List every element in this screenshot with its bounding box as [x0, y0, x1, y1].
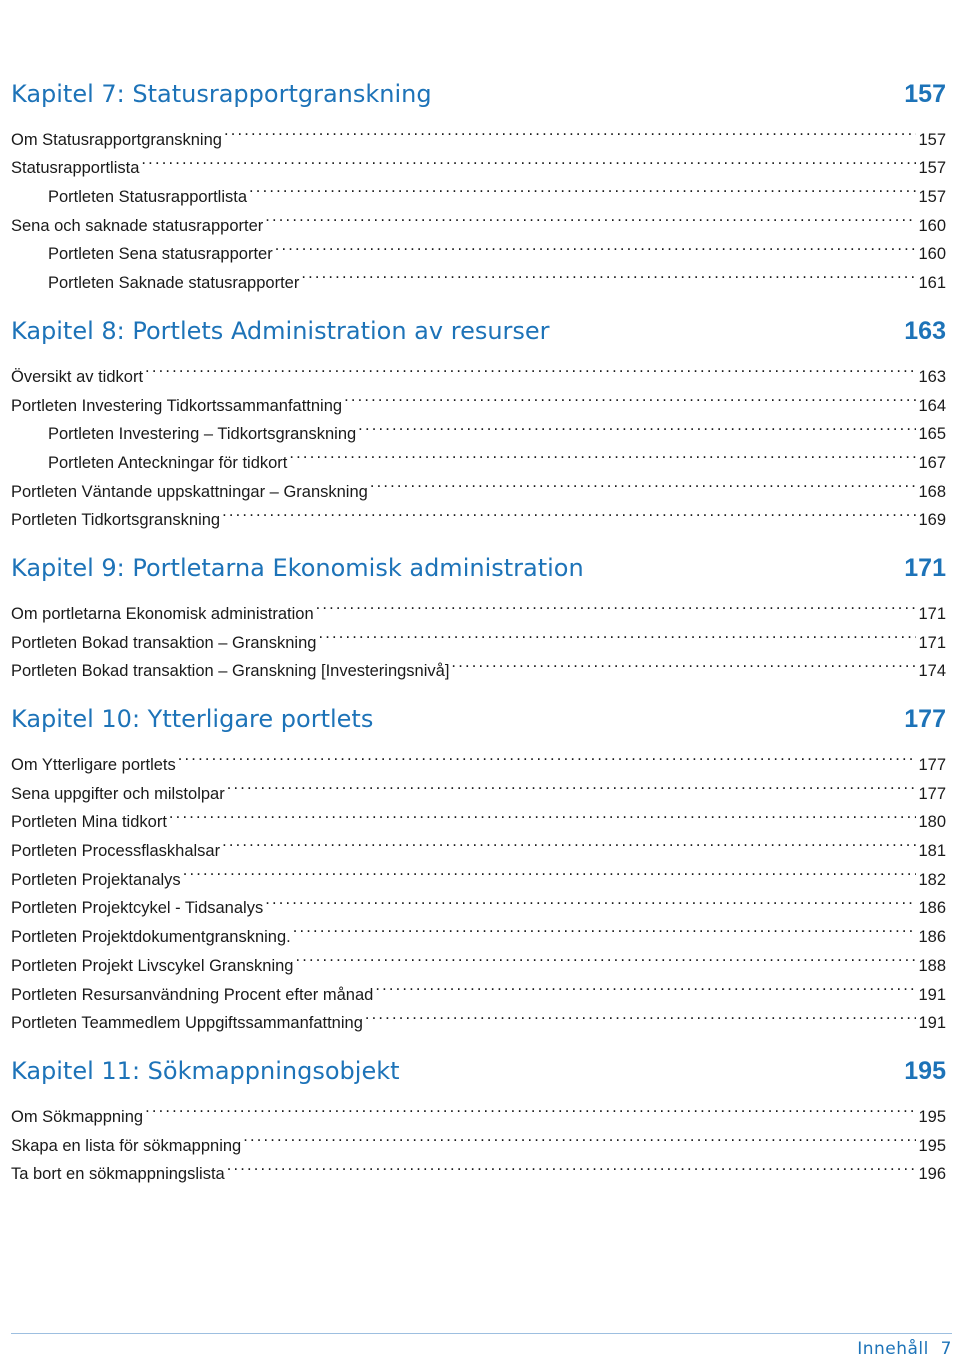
dot-leader	[316, 590, 917, 619]
toc-entry-page-number: 188	[918, 956, 946, 975]
toc-entry-page-number: 177	[918, 756, 946, 774]
dot-leader	[289, 439, 916, 468]
dot-leader	[265, 885, 916, 914]
toc-entry[interactable]	[11, 741, 946, 774]
chapter-title: Kapitel 11: Sökmappningsobjekt	[11, 1057, 400, 1086]
toc-entry-label: Portleten Mina tidkort	[11, 813, 167, 832]
toc-entry-label: Portleten Processflaskhalsar	[11, 842, 221, 861]
toc-entry-page-number: 191	[918, 985, 946, 1004]
footer-label: Innehåll	[857, 1339, 929, 1359]
chapter-page-number: 171	[904, 554, 946, 583]
chapter-page-number: 157	[904, 80, 946, 108]
dot-leader	[451, 648, 916, 677]
toc-entry-page-number: 169	[918, 511, 946, 530]
dot-leader	[222, 497, 916, 526]
toc-entry[interactable]	[11, 145, 946, 178]
toc-entry-label: Portleten Projektcykel - Tidsanalys	[11, 899, 264, 918]
dot-leader	[243, 1122, 916, 1151]
toc-entry-page-number: 165	[918, 425, 946, 444]
toc-entry-page-number: 171	[918, 633, 946, 652]
chapter-page-number: 195	[904, 1057, 946, 1086]
page-footer	[11, 1333, 952, 1359]
chapter-heading[interactable]	[11, 1053, 946, 1089]
toc-entry-page-number: 191	[918, 1014, 946, 1033]
toc-entry-page-number: 160	[918, 245, 946, 264]
dot-leader	[145, 1093, 916, 1122]
toc-entry-label: Portleten Väntande uppskattningar – Granskning	[11, 482, 368, 501]
toc-entry-label: Om portletarna Ekonomisk administration	[11, 604, 314, 623]
toc-entry-page-number: 157	[918, 159, 946, 178]
toc-entry-page-number: 164	[918, 396, 946, 415]
dot-leader	[275, 231, 917, 260]
toc-entry-page-number: 157	[918, 130, 946, 149]
toc-entry-page-number: 171	[918, 604, 946, 623]
toc-entry[interactable]	[11, 116, 946, 149]
dot-leader	[227, 770, 917, 799]
dot-leader	[365, 1000, 917, 1029]
toc-entry[interactable]	[11, 1093, 946, 1126]
toc-entry-page-number: 168	[918, 482, 946, 501]
dot-leader	[141, 145, 916, 174]
toc-entry-page-number: 163	[918, 367, 946, 386]
toc-entry-label: Om Ytterligare portlets	[11, 756, 176, 774]
chapter-heading[interactable]	[11, 550, 946, 586]
toc-entry[interactable]	[11, 382, 946, 415]
toc-entry-label: Portleten Projekt Livscykel Granskning	[11, 956, 294, 975]
toc-entry[interactable]	[11, 590, 946, 623]
toc-entry-page-number: 174	[918, 662, 946, 681]
toc-entry-page-number: 157	[918, 188, 946, 207]
table-of-contents	[11, 76, 946, 1204]
chapter-heading[interactable]	[11, 76, 946, 112]
chapter-section	[11, 701, 946, 1033]
toc-entry-label: Översikt av tidkort	[11, 367, 144, 386]
toc-entry-page-number: 182	[918, 870, 946, 889]
chapter-title: Kapitel 9: Portletarna Ekonomisk administration	[11, 554, 584, 583]
toc-entry-page-number: 186	[918, 899, 946, 918]
toc-entry-page-number: 161	[918, 274, 946, 293]
toc-entry-label: Portleten Sena statusrapporter	[48, 245, 273, 264]
dot-leader	[375, 971, 916, 1000]
dot-leader	[222, 827, 916, 856]
toc-entry-page-number: 160	[918, 216, 946, 235]
dot-leader	[370, 468, 917, 497]
footer-page-number: 7	[940, 1339, 952, 1359]
toc-entry-label: Portleten Anteckningar för tidkort	[48, 453, 288, 472]
toc-entry-label: Sena uppgifter och milstolpar	[11, 784, 225, 803]
toc-entry-label: Portleten Investering Tidkortssammanfattning	[11, 396, 343, 415]
chapter-page-number: 163	[904, 317, 946, 346]
toc-entry-label: Skapa en lista för sökmappning	[11, 1136, 242, 1155]
toc-entry[interactable]	[11, 1122, 946, 1155]
toc-entry-label: Portleten Teammedlem Uppgiftssammanfattning	[11, 1014, 363, 1033]
toc-entry-label: Om Sökmappning	[11, 1107, 144, 1126]
dot-leader	[295, 942, 916, 971]
toc-entry-page-number: 167	[918, 453, 946, 472]
toc-entry-label: Ta bort en sökmappningslista	[11, 1165, 225, 1184]
chapter-section	[11, 550, 946, 681]
toc-entry-label: Statusrapportlista	[11, 159, 140, 178]
chapter-section	[11, 1053, 946, 1184]
toc-entry-page-number: 196	[918, 1165, 946, 1184]
dot-leader	[169, 799, 917, 828]
dot-leader	[227, 1151, 917, 1180]
chapter-page-number: 177	[904, 705, 946, 734]
dot-leader	[183, 856, 917, 885]
dot-leader	[344, 382, 916, 411]
dot-leader	[301, 259, 916, 288]
dot-leader	[224, 116, 917, 145]
toc-entry-page-number: 180	[918, 813, 946, 832]
chapter-title: Kapitel 8: Portlets Administration av resurser	[11, 317, 550, 346]
dot-leader	[249, 173, 916, 202]
footer-text	[857, 1339, 952, 1359]
toc-entry-label: Portleten Saknade statusrapporter	[48, 274, 300, 293]
chapter-heading[interactable]	[11, 701, 946, 737]
dot-leader	[145, 353, 916, 382]
toc-entry-label: Portleten Statusrapportlista	[48, 188, 248, 207]
chapter-title: Kapitel 7: Statusrapportgranskning	[11, 80, 432, 108]
chapter-heading[interactable]	[11, 313, 946, 349]
toc-entry-page-number: 186	[918, 928, 946, 947]
chapter-section	[11, 76, 946, 293]
dot-leader	[358, 411, 916, 440]
toc-entry-label: Sena och saknade statusrapporter	[11, 216, 264, 235]
dot-leader	[318, 619, 916, 648]
toc-entry[interactable]	[11, 353, 946, 386]
toc-entry-label: Portleten Projektdokumentgranskning.	[11, 928, 291, 947]
toc-entry-label: Om Statusrapportgranskning	[11, 130, 222, 149]
toc-entry-label: Portleten Projektanalys	[11, 870, 181, 889]
toc-entry-page-number: 195	[918, 1107, 946, 1126]
toc-entry-label: Portleten Bokad transaktion – Granskning [Investeringsnivå]	[11, 662, 450, 681]
toc-entry-page-number: 195	[918, 1136, 946, 1155]
chapter-title: Kapitel 10: Ytterligare portlets	[11, 705, 374, 734]
dot-leader	[178, 741, 917, 770]
chapter-section	[11, 313, 946, 530]
toc-entry-page-number: 181	[918, 842, 946, 861]
toc-entry-label: Portleten Tidkortsgranskning	[11, 511, 221, 530]
dot-leader	[293, 913, 917, 942]
dot-leader	[265, 202, 916, 231]
toc-entry-label: Portleten Resursanvändning Procent efter månad	[11, 985, 374, 1004]
toc-entry-page-number: 177	[918, 784, 946, 803]
toc-entry-label: Portleten Investering – Tidkortsgranskning	[48, 425, 357, 444]
toc-entry-label: Portleten Bokad transaktion – Granskning	[11, 633, 317, 652]
toc-entry[interactable]	[11, 173, 946, 207]
